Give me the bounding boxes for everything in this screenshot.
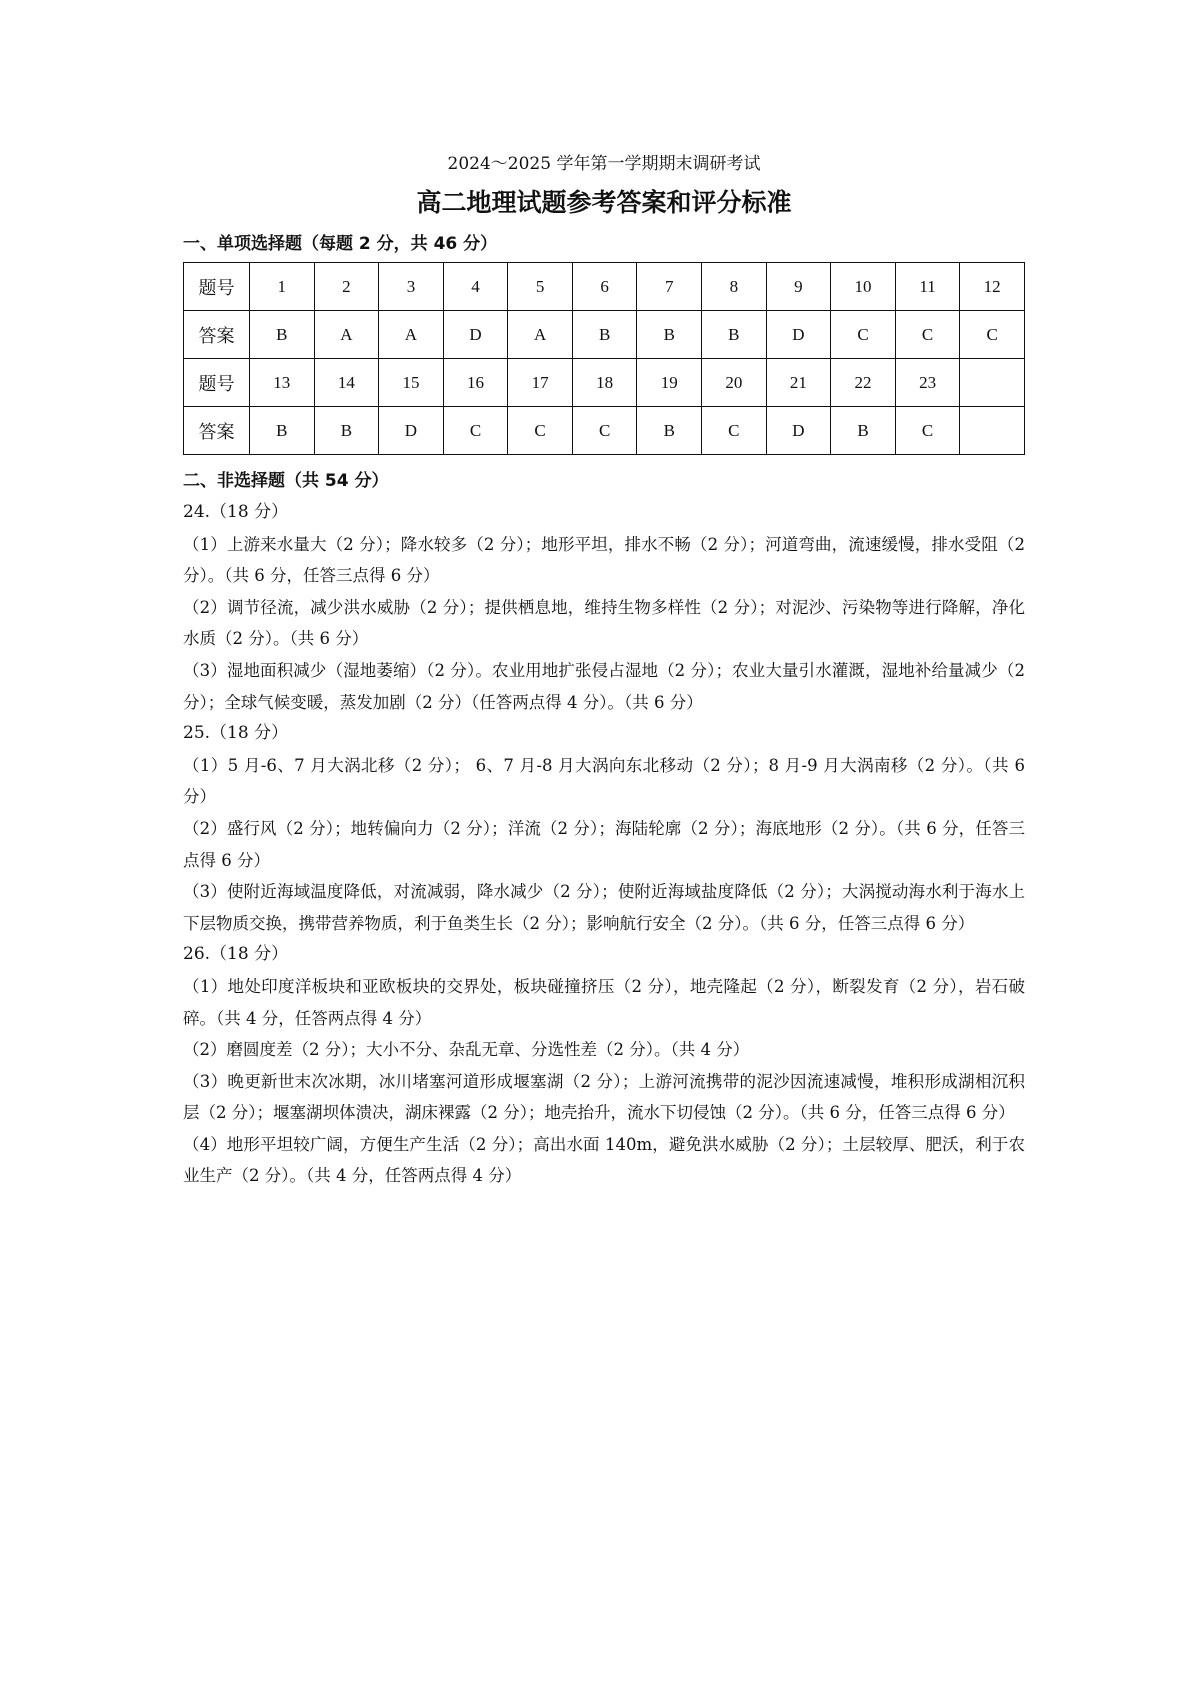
table-cell: 10: [831, 263, 896, 311]
table-cell: 7: [637, 263, 702, 311]
answer-paragraph: （1）地处印度洋板块和亚欧板块的交界处，板块碰撞挤压（2 分），地壳隆起（2 分），断裂发育（2 分），岩石破碎。（共 4 分，任答两点得 4 分）: [183, 976, 1025, 1028]
answer-paragraph: （3）使附近海域温度降低，对流减弱，降水减少（2 分）；使附近海域盐度降低（2 分）；大涡搅动海水利于海水上下层物质交换，携带营养物质，利于鱼类生长（2 分）；影响航行安全（2 分）。（共 6 分，任答三点得 6 分）: [183, 882, 1025, 933]
row-label-cell: 题号: [184, 263, 250, 311]
table-cell: 4: [443, 263, 508, 311]
table-cell: 12: [960, 263, 1025, 311]
answer-document: [183, 150, 1025, 1192]
answer-paragraph: （1）5 月-6、7 月大涡北移（2 分）； 6、7 月-8 月大涡向东北移动（2 分）；8 月-9 月大涡南移（2 分）。（共 6 分）: [183, 755, 1026, 807]
exam-subtitle: 2024～2025 学年第一学期期末调研考试: [447, 154, 761, 174]
answer-table: [183, 262, 1025, 455]
table-cell: 11: [895, 263, 960, 311]
table-cell: A: [379, 311, 444, 359]
table-cell: C: [508, 407, 573, 455]
answer-paragraph: （3）湿地面积减少（湿地萎缩）（2 分）。农业用地扩张侵占湿地（2 分）；农业大量引水灌溉，湿地补给量减少（2 分）；全球气候变暖，蒸发加剧（2 分）（任答两点得 4 分）。（共 6 分）: [183, 660, 1025, 712]
table-cell: B: [250, 311, 315, 359]
table-cell: 1: [250, 263, 315, 311]
table-cell: C: [960, 311, 1025, 359]
table-cell: 13: [250, 359, 315, 407]
table-cell: 8: [702, 263, 767, 311]
table-cell: A: [508, 311, 573, 359]
table-cell: 21: [766, 359, 831, 407]
question-label: 26.（18 分）: [183, 944, 289, 965]
table-cell: 3: [379, 263, 444, 311]
answer-paragraph: （1）上游来水量大（2 分）；降水较多（2 分）；地形平坦，排水不畅（2 分）；河道弯曲，流速缓慢，排水受阻（2 分）。（共 6 分，任答三点得 6 分）: [183, 534, 1025, 586]
table-cell: C: [443, 407, 508, 455]
table-cell: 18: [572, 359, 637, 407]
answer-paragraph: （4）地形平坦较广阔，方便生产生活（2 分）；高出水面 140m，避免洪水威胁（2 分）；土层较厚、肥沃，利于农业生产（2 分）。（共 4 分，任答两点得 4 分）: [183, 1134, 1025, 1186]
table-cell: 6: [572, 263, 637, 311]
answer-paragraph: （2）磨圆度差（2 分）；大小不分、杂乱无章、分选性差（2 分）。（共 4 分）: [183, 1040, 750, 1060]
table-row: [184, 407, 1025, 455]
section-heading-choice: 一、单项选择题（每题 2 分，共 46 分）: [183, 234, 498, 254]
table-cell: 23: [895, 359, 960, 407]
table-cell: D: [766, 311, 831, 359]
question-list: [183, 497, 1025, 1192]
table-cell: B: [702, 311, 767, 359]
table-cell: [960, 359, 1025, 407]
table-cell: B: [637, 311, 702, 359]
table-cell: C: [895, 407, 960, 455]
page-title: 高二地理试题参考答案和评分标准: [416, 188, 792, 217]
table-cell: B: [250, 407, 315, 455]
row-label-cell: 题号: [184, 359, 250, 407]
table-cell: C: [831, 311, 896, 359]
table-cell: D: [443, 311, 508, 359]
table-cell: 14: [314, 359, 379, 407]
answer-paragraph: （2）调节径流，减少洪水威胁（2 分）；提供栖息地，维持生物多样性（2 分）；对泥沙、污染物等进行降解，净化水质（2 分）。（共 6 分）: [183, 597, 1025, 649]
table-cell: 22: [831, 359, 896, 407]
table-cell: [960, 407, 1025, 455]
table-cell: 19: [637, 359, 702, 407]
table-cell: B: [572, 311, 637, 359]
answer-paragraph: （2）盛行风（2 分）；地转偏向力（2 分）；洋流（2 分）；海陆轮廓（2 分）；海底地形（2 分）。（共 6 分，任答三点得 6 分）: [183, 818, 1025, 870]
table-cell: A: [314, 311, 379, 359]
table-row: [184, 359, 1025, 407]
table-cell: 17: [508, 359, 573, 407]
table-cell: 5: [508, 263, 573, 311]
table-cell: 20: [702, 359, 767, 407]
table-cell: C: [572, 407, 637, 455]
table-cell: 9: [766, 263, 831, 311]
table-row: [184, 311, 1025, 359]
table-cell: D: [766, 407, 831, 455]
table-cell: 15: [379, 359, 444, 407]
table-cell: 16: [443, 359, 508, 407]
table-cell: B: [637, 407, 702, 455]
row-label-cell: 答案: [184, 311, 250, 359]
section-heading-nonchoice: 二、非选择题（共 54 分）: [183, 471, 389, 491]
question-label: 24.（18 分）: [183, 502, 289, 522]
question-label: 25.（18 分）: [183, 723, 289, 744]
answer-paragraph: （3）晚更新世末次冰期，冰川堵塞河道形成堰塞湖（2 分）；上游河流携带的泥沙因流速减慢，堆积形成湖相沉积层（2 分）；堰塞湖坝体溃决，湖床裸露（2 分）；地壳抬升，流水下切侵蚀（2 分）。（共 6 分，任答三点得 6 分）: [183, 1071, 1025, 1123]
table-cell: D: [379, 407, 444, 455]
table-cell: C: [895, 311, 960, 359]
row-label-cell: 答案: [184, 407, 250, 455]
table-cell: B: [831, 407, 896, 455]
table-cell: 2: [314, 263, 379, 311]
table-cell: C: [702, 407, 767, 455]
table-row: [184, 263, 1025, 311]
table-cell: B: [314, 407, 379, 455]
